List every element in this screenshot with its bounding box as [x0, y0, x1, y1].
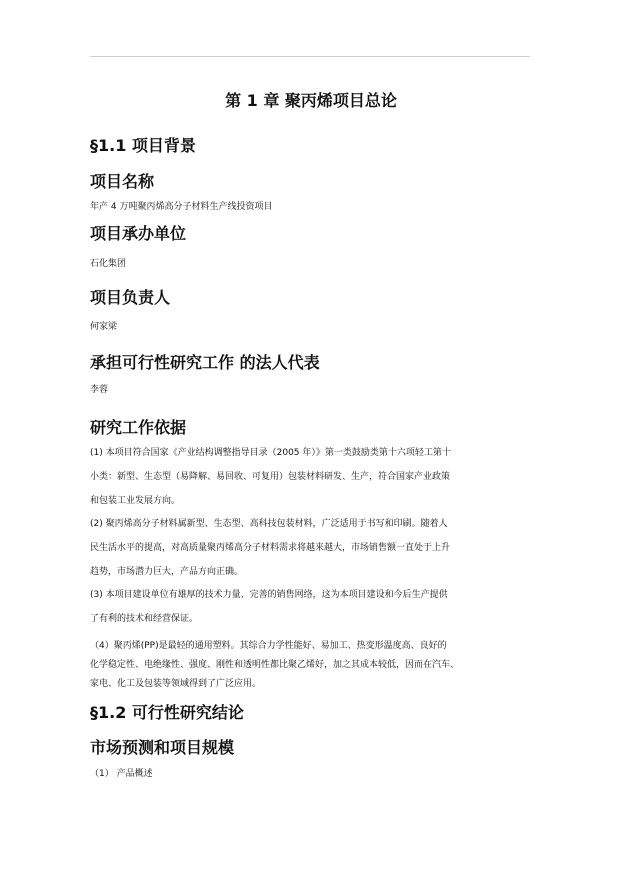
basis-item-1-line: 和包装工业发展方向。	[90, 496, 181, 506]
undertaking-unit-heading: 项目承办单位	[90, 224, 187, 243]
basis-item-1	[90, 441, 532, 513]
legal-representative-heading: 承担可行性研究工作 的法人代表	[90, 353, 320, 372]
basis-item-2-line: 趋势，市场潜力巨大，产品方向正确。	[90, 567, 244, 577]
basis-item-3	[90, 583, 532, 631]
basis-item-3-line: (3) 本项目建设单位有雄厚的技术力量、完善的销售网络，这为本项目建设和今后生产提供	[90, 590, 448, 600]
basis-item-1-line: (1) 本项目符合国家《产业结构调整指导目录（2005 年）》第一类鼓励类第十六项轻工第十	[90, 448, 451, 458]
header-rule	[90, 56, 530, 57]
basis-item-4-line: 家电、化工及包装等领域得到了广泛应用。	[90, 679, 262, 689]
project-leader-heading: 项目负责人	[90, 288, 171, 307]
legal-representative-value: 李蓉	[90, 385, 109, 395]
basis-item-4-line: 化学稳定性、电绝缘性、强度、刚性和透明性都比聚乙烯好，加之其成本较低，因而在汽车、	[90, 660, 460, 670]
project-name-heading: 项目名称	[90, 172, 155, 191]
section-heading-1-2: §1.2 可行性研究结论	[90, 703, 244, 722]
basis-item-2	[90, 512, 532, 584]
basis-heading: 研究工作依据	[90, 418, 187, 437]
chapter-title: 第 1 章 聚丙烯项目总论	[225, 91, 397, 110]
basis-item-2-line: (2) 聚丙烯高分子材料属新型、生态型、高科技包装材料，广泛适用于书写和印刷。随着人	[90, 519, 448, 529]
project-name-value: 年产 4 万吨聚丙烯高分子材料生产线投资项目	[90, 202, 273, 212]
undertaking-unit-value: 石化集团	[90, 259, 127, 269]
project-leader-value: 何家梁	[90, 322, 118, 332]
basis-item-4	[90, 637, 532, 694]
market-heading: 市场预测和项目规模	[90, 738, 235, 757]
basis-item-4-line: （4）聚丙烯(PP)是最轻的通用塑料。其综合力学性能好、易加工、热变形温度高、良好的	[90, 641, 447, 651]
basis-item-1-line: 小类：新型、生态型（易降解、易回收、可复用）包装材料研发、生产，符合国家产业政策	[90, 472, 451, 482]
market-item-1: （1） 产品概述	[90, 769, 153, 779]
basis-item-3-line: 了有利的技术和经营保证。	[90, 614, 199, 624]
basis-item-2-line: 民生活水平的提高，对高质量聚丙烯高分子材料需求将越来越大，市场销售额一直处于上升	[90, 543, 451, 553]
section-heading-1-1: §1.1 项目背景	[90, 136, 196, 155]
